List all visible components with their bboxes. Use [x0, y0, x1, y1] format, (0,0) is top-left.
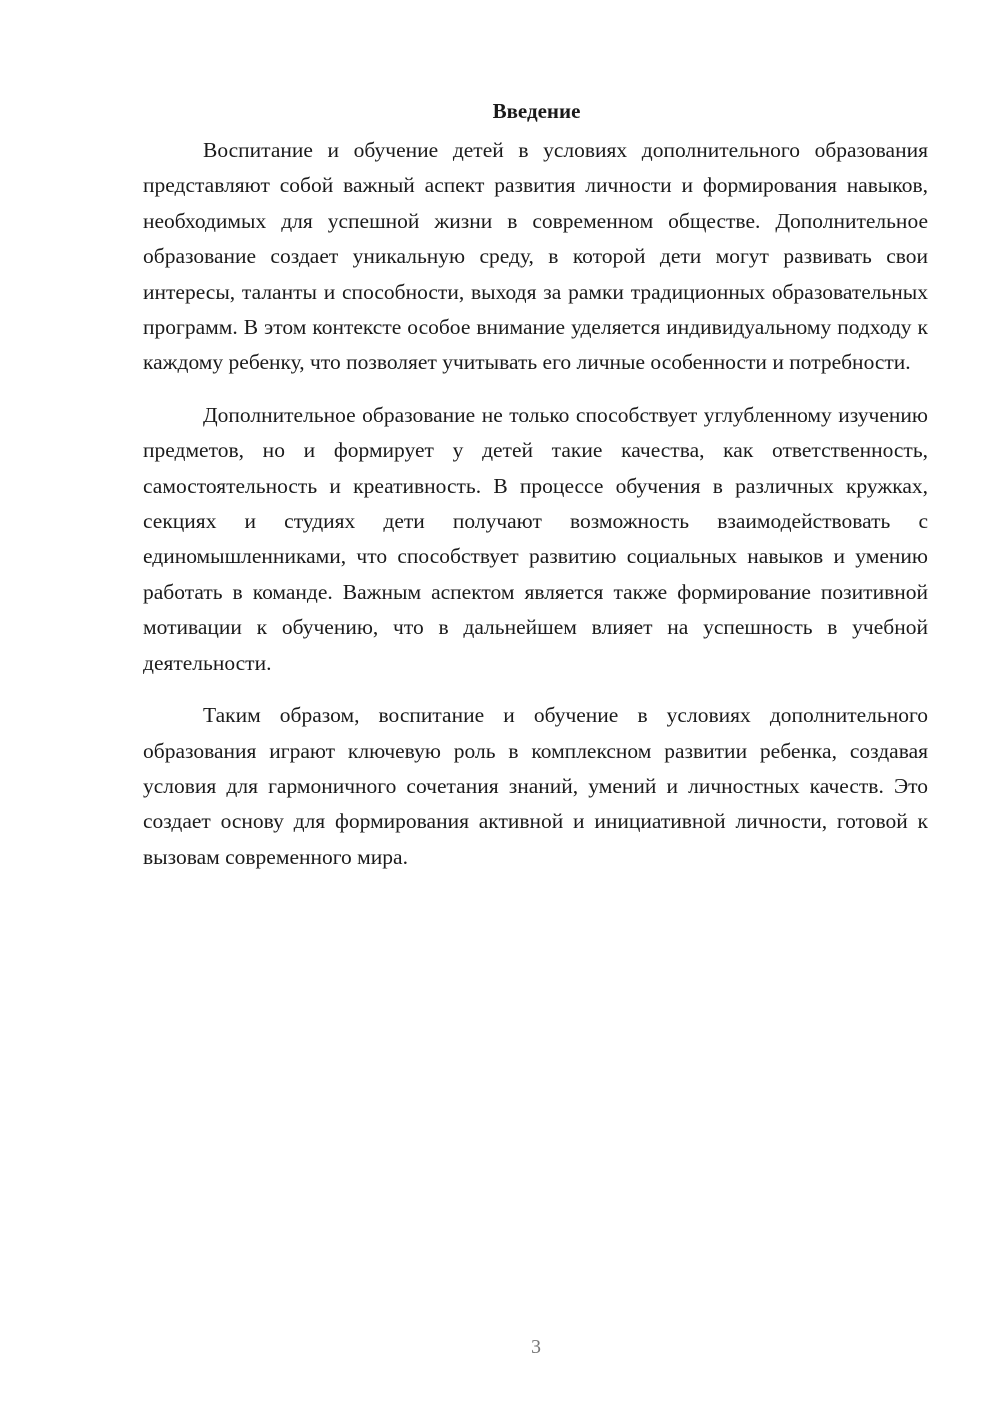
section-heading: Введение	[492, 99, 581, 123]
page-number: 3	[531, 1336, 541, 1358]
paragraph-1: Воспитание и обучение детей в условиях дополнительного образования представляют собой важный аспект развития личности и формирования навыков, необходимых для успешной жизни в современном обществе. Дополнительное образование создает уникальную среду, в которой дети могут развивать свои интересы, таланты и способности, выходя за рамки традиционных образовательных программ. В этом контексте особое внимание уделяется индивидуальному подходу к каждому ребенку, что позволяет учитывать его личные особенности и потребности.	[143, 138, 928, 375]
page-content	[143, 94, 928, 875]
paragraph-2: Дополнительное образование не только способствует углубленному изучению предметов, но и формирует у детей такие качества, как ответственность, самостоятельность и креативность. В процессе обучения в различных кружках, секциях и студиях дети получают возможность взаимодействовать с единомышленниками, что способствует развитию социальных навыков и умению работать в команде. Важным аспектом является также формирование позитивной мотивации к обучению, что в дальнейшем влияет на успешность в учебной деятельности.	[143, 402, 928, 675]
paragraph-3: Таким образом, воспитание и обучение в условиях дополнительного образования играют ключевую роль в комплексном развитии ребенка, создавая условия для гармоничного сочетания знаний, умений и личностных качеств. Это создает основу для формирования активной и инициативной личности, готовой к вызовам современного мира.	[143, 703, 928, 869]
